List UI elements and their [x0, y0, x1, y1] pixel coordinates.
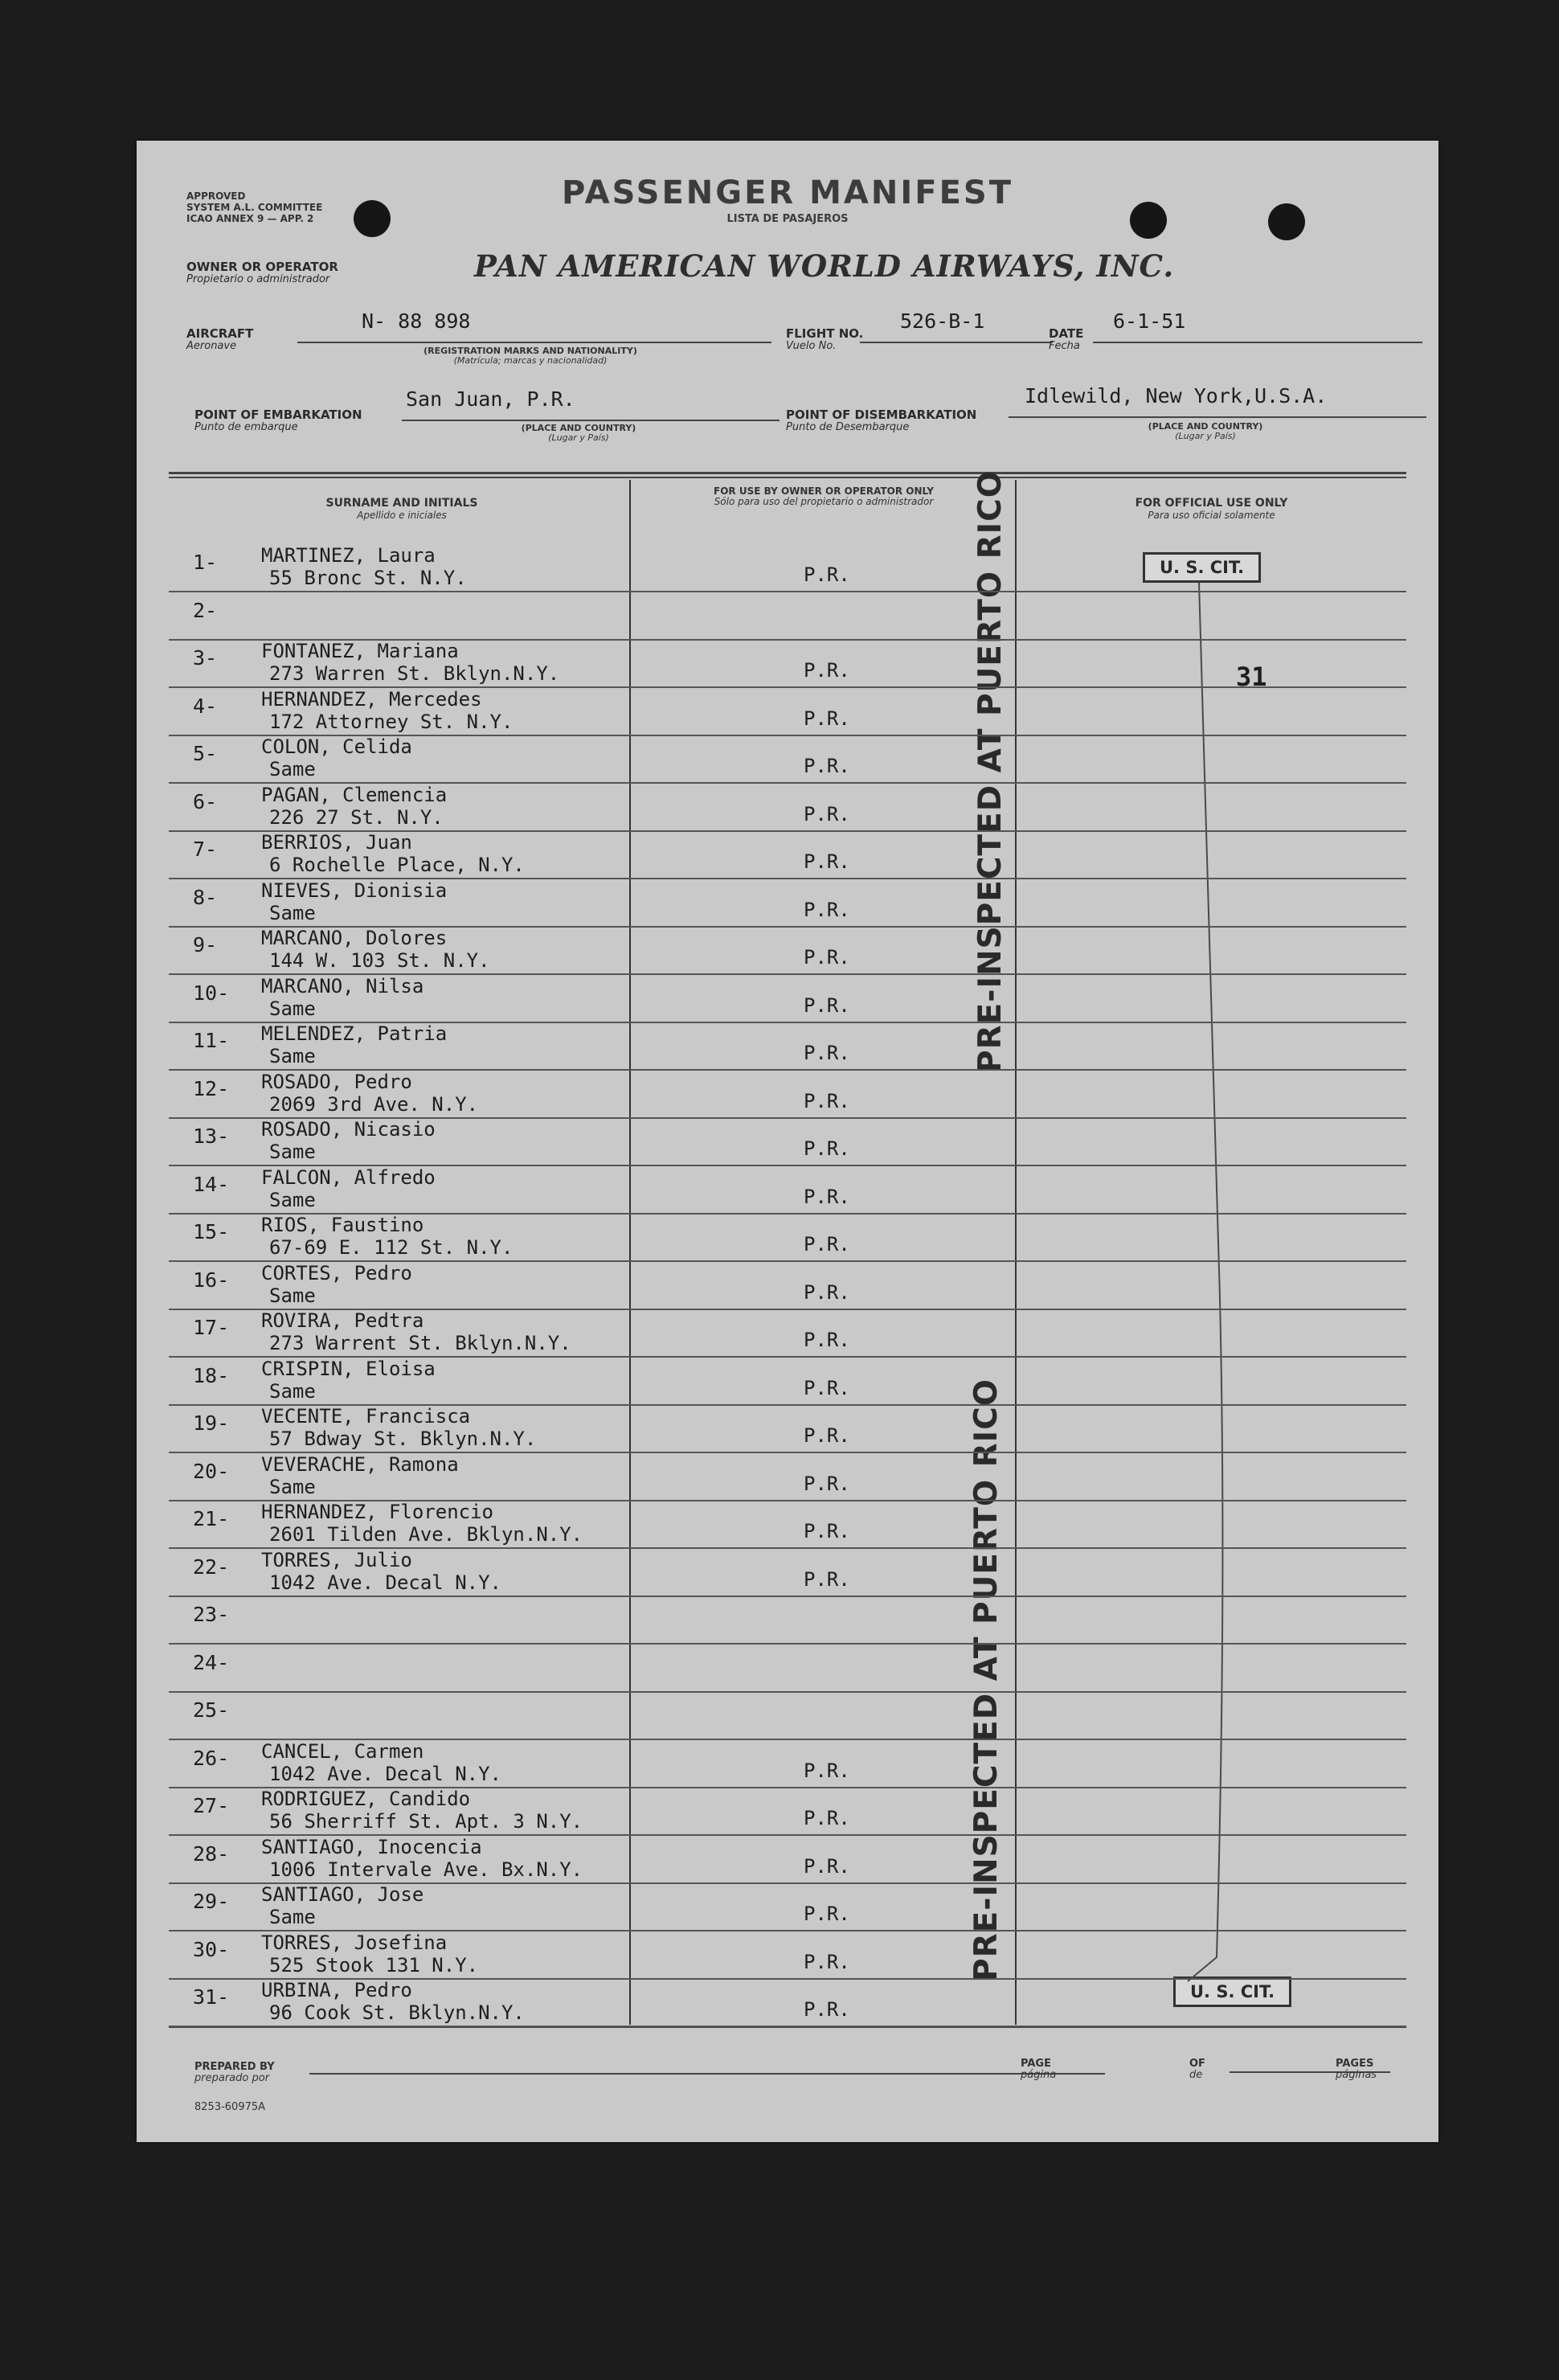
passenger-name: NIEVES, Dionisia: [261, 879, 448, 902]
passenger-address: Same: [269, 1284, 316, 1307]
owner-use-mark: P.R.: [804, 1903, 850, 1925]
passenger-address: Same: [269, 1475, 316, 1498]
row-number: 25-: [193, 1698, 230, 1722]
owner-use-mark: P.R.: [804, 1137, 850, 1160]
passenger-name: RIOS, Faustino: [261, 1214, 424, 1236]
owner-use-mark: P.R.: [804, 1329, 850, 1351]
owner-use-mark: P.R.: [804, 802, 850, 825]
row-number: 15-: [193, 1220, 230, 1243]
row-number: 7-: [193, 838, 218, 861]
passenger-row: [169, 686, 1406, 736]
passenger-row: [169, 1403, 1406, 1453]
passenger-row: [169, 1739, 1406, 1788]
form-title: PASSENGER MANIFEST: [562, 174, 1013, 211]
passenger-row: [169, 1069, 1406, 1119]
passenger-row: [169, 1499, 1406, 1549]
passenger-address: Same: [269, 1906, 316, 1928]
passenger-address: 172 Attorney St. N.Y.: [269, 710, 514, 733]
flight-line: [860, 342, 1053, 343]
row-number: 11-: [193, 1029, 230, 1052]
us-citizen-stamp: U. S. CIT.: [1143, 552, 1261, 583]
pages-label: PAGES páginas: [1336, 2058, 1377, 2081]
owner-use-mark: P.R.: [804, 1950, 850, 1973]
passenger-address: 1042 Ave. Decal N.Y.: [269, 1571, 501, 1594]
passenger-address: 273 Warren St. Bklyn.N.Y.: [269, 662, 560, 685]
passenger-row: [169, 1260, 1406, 1310]
page-label: PAGE página: [1021, 2058, 1057, 2081]
passenger-row: [169, 1308, 1406, 1358]
passenger-name: COLON, Celida: [261, 735, 412, 758]
date-label: DATE Fecha: [1049, 326, 1084, 352]
owner-use-mark: P.R.: [804, 1089, 850, 1112]
passenger-name: ROSADO, Pedro: [261, 1070, 412, 1093]
owner-use-mark: P.R.: [804, 1042, 850, 1064]
owner-use-mark: P.R.: [804, 1185, 850, 1208]
passenger-row: [169, 925, 1406, 975]
passenger-address: Same: [269, 758, 316, 780]
passenger-address: Same: [269, 997, 316, 1020]
prepared-by-line: [309, 2073, 1105, 2075]
passenger-name: ROSADO, Nicasio: [261, 1118, 436, 1141]
date-value: 6-1-51: [1113, 309, 1186, 333]
passenger-address: Same: [269, 1141, 316, 1163]
passenger-address: Same: [269, 1379, 316, 1403]
row-number: 2-: [193, 598, 218, 622]
owner-use-mark: P.R.: [804, 1567, 850, 1591]
passenger-name: TORRES, Josefina: [261, 1931, 448, 1954]
row-number: 23-: [193, 1603, 230, 1626]
passenger-address: 226 27 St. N.Y.: [269, 805, 444, 829]
owner-use-mark: P.R.: [804, 1280, 850, 1304]
passenger-row: [169, 1977, 1406, 2027]
passenger-name: RODRIGUEZ, Candido: [261, 1788, 471, 1810]
column-header-owner-use: FOR USE BY OWNER OR OPERATOR ONLY Sólo para uso del propietario o administrador: [714, 485, 934, 507]
owner-use-mark: P.R.: [804, 1376, 850, 1399]
passenger-row: [169, 1116, 1406, 1166]
passenger-address: Same: [269, 1045, 316, 1067]
owner-use-mark: P.R.: [804, 898, 850, 921]
row-number: 14-: [193, 1172, 230, 1196]
passenger-name: SANTIAGO, Inocencia: [261, 1835, 482, 1858]
passenger-row: [169, 1786, 1406, 1836]
embarkation-caption: (PLACE AND COUNTRY) (Lugar y País): [521, 423, 636, 443]
of-label: OF de: [1189, 2058, 1205, 2081]
owner-use-mark: P.R.: [804, 1424, 850, 1447]
passenger-name: MARCANO, Dolores: [261, 927, 448, 949]
passenger-name: HERNANDEZ, Florencio: [261, 1501, 493, 1523]
passenger-row: [169, 1452, 1406, 1501]
flight-value: 526-B-1: [900, 309, 985, 333]
passenger-count: 31: [1236, 662, 1267, 692]
passenger-address: 67-69 E. 112 St. N.Y.: [269, 1236, 514, 1259]
owner-use-mark: P.R.: [804, 993, 850, 1017]
embarkation-value: San Juan, P.R.: [406, 387, 575, 411]
passenger-address: Same: [269, 1188, 316, 1211]
owner-use-mark: P.R.: [804, 1854, 850, 1878]
owner-use-mark: P.R.: [804, 1520, 850, 1542]
owner-use-mark: P.R.: [804, 563, 850, 586]
row-number: 1-: [193, 551, 218, 574]
passenger-name: MARCANO, Nilsa: [261, 974, 424, 997]
row-number: 31-: [193, 1985, 230, 2009]
passenger-row: [169, 1643, 1406, 1693]
passenger-address: 525 Stook 131 N.Y.: [269, 1953, 479, 1977]
passenger-address: 6 Rochelle Place, N.Y.: [269, 854, 525, 876]
passenger-name: ROVIRA, Pedtra: [261, 1309, 424, 1332]
flight-label: FLIGHT NO. Vuelo No.: [786, 326, 864, 352]
passenger-row: [169, 1690, 1406, 1740]
row-number: 3-: [193, 646, 218, 670]
us-citizen-stamp: U. S. CIT.: [1173, 1977, 1291, 2007]
embarkation-line: [402, 420, 780, 421]
passenger-row: [169, 878, 1406, 928]
row-number: 10-: [193, 981, 230, 1005]
row-number: 8-: [193, 885, 218, 909]
passenger-name: URBINA, Pedro: [261, 1979, 412, 2001]
row-number: 29-: [193, 1890, 230, 1913]
passenger-address: 57 Bdway St. Bklyn.N.Y.: [269, 1428, 537, 1450]
passenger-name: MARTINEZ, Laura: [261, 544, 436, 567]
passenger-row: [169, 1930, 1406, 1980]
row-number: 13-: [193, 1124, 230, 1148]
approval-line: SYSTEM A.L. COMMITTEE: [186, 202, 323, 213]
passenger-row: [169, 1834, 1406, 1884]
manifest-sheet: [137, 141, 1438, 2142]
passenger-row: [169, 1021, 1406, 1071]
table-top-rule: [169, 477, 1406, 478]
passenger-row: [169, 973, 1406, 1023]
passenger-address: 144 W. 103 St. N.Y.: [269, 949, 490, 972]
airline-name: PAN AMERICAN WORLD AIRWAYS, INC.: [474, 248, 1175, 284]
passenger-name: FALCON, Alfredo: [261, 1165, 436, 1189]
passenger-address: 55 Bronc St. N.Y.: [269, 567, 467, 589]
owner-use-mark: P.R.: [804, 755, 850, 777]
passenger-row: [169, 830, 1406, 879]
passenger-row: [169, 1595, 1406, 1645]
aircraft-value: N- 88 898: [362, 309, 471, 333]
passenger-row: [169, 1547, 1406, 1597]
aircraft-label: AIRCRAFT Aeronave: [186, 326, 254, 352]
passenger-address: Same: [269, 901, 316, 924]
owner-label: OWNER OR OPERATOR Propietario o administrador: [186, 260, 338, 285]
owner-use-mark: P.R.: [804, 1998, 850, 2021]
row-number: 26-: [193, 1746, 230, 1770]
preinspected-stamp: PRE-INSPECTED AT PUERTO RICO: [972, 470, 1009, 1073]
owner-use-mark: P.R.: [804, 1759, 850, 1782]
passenger-address: 56 Sherriff St. Apt. 3 N.Y.: [269, 1810, 583, 1833]
column-header-official: FOR OFFICIAL USE ONLY Para uso oficial solamente: [1135, 497, 1288, 521]
owner-use-mark: P.R.: [804, 850, 850, 873]
aircraft-line: [297, 342, 771, 343]
row-number: 4-: [193, 694, 218, 718]
row-number: 19-: [193, 1411, 230, 1435]
date-line: [1093, 342, 1422, 343]
approval-line: APPROVED: [186, 190, 246, 202]
owner-use-mark: P.R.: [804, 1233, 850, 1256]
passenger-row: [169, 734, 1406, 784]
row-number: 20-: [193, 1459, 230, 1483]
passenger-name: BERRIOS, Juan: [261, 831, 412, 854]
owner-use-mark: P.R.: [804, 1472, 850, 1495]
embarkation-label: POINT OF EMBARKATION Punto de embarque: [194, 408, 362, 433]
prepared-by-label: PREPARED BY preparado por: [194, 2061, 275, 2084]
passenger-address: 273 Warrent St. Bklyn.N.Y.: [269, 1332, 571, 1354]
disembarkation-line: [1009, 416, 1426, 418]
passenger-name: CANCEL, Carmen: [261, 1739, 424, 1763]
passenger-row: [169, 543, 1406, 592]
disembarkation-label: POINT OF DISEMBARKATION Punto de Desembarque: [786, 408, 977, 433]
passenger-row: [169, 782, 1406, 832]
aircraft-caption: (REGISTRATION MARKS AND NATIONALITY) (Matrícula; marcas y nacionalidad): [424, 346, 637, 366]
form-number: 8253-60975A: [194, 2101, 266, 2113]
row-number: 12-: [193, 1076, 230, 1100]
passenger-name: FONTANEZ, Mariana: [261, 640, 459, 662]
column-header-surname: SURNAME AND INITIALS Apellido e iniciales: [325, 497, 478, 521]
passenger-name: VECENTE, Francisca: [261, 1405, 471, 1428]
passenger-row: [169, 1165, 1406, 1215]
row-number: 24-: [193, 1650, 230, 1674]
row-number: 28-: [193, 1841, 230, 1866]
passenger-row: [169, 638, 1406, 688]
owner-use-mark: P.R.: [804, 946, 850, 969]
owner-use-mark: P.R.: [804, 1807, 850, 1829]
passenger-name: VEVERACHE, Ramona: [261, 1452, 459, 1476]
row-number: 5-: [193, 742, 218, 765]
preinspected-stamp: PRE-INSPECTED AT PUERTO RICO: [968, 1378, 1005, 1981]
row-number: 16-: [193, 1268, 230, 1292]
passenger-address: 2069 3rd Ave. N.Y.: [269, 1092, 479, 1116]
passenger-name: PAGAN, Clemencia: [261, 783, 448, 806]
passenger-name: TORRES, Julio: [261, 1548, 412, 1571]
row-number: 17-: [193, 1316, 230, 1339]
form-title-es: LISTA DE PASAJEROS: [726, 213, 849, 225]
row-number: 18-: [193, 1363, 230, 1387]
row-number: 27-: [193, 1794, 230, 1817]
row-number: 21-: [193, 1507, 230, 1530]
owner-use-mark: P.R.: [804, 659, 850, 682]
passenger-name: HERNANDEZ, Mercedes: [261, 687, 482, 711]
passenger-row: [169, 1882, 1406, 1931]
passenger-address: 1042 Ave. Decal N.Y.: [269, 1762, 501, 1785]
passenger-row: [169, 591, 1406, 641]
table-top-rule: [169, 472, 1406, 474]
passenger-address: 96 Cook St. Bklyn.N.Y.: [269, 2001, 525, 2024]
row-number: 9-: [193, 933, 218, 957]
passenger-name: MELENDEZ, Patria: [261, 1022, 448, 1045]
owner-use-mark: P.R.: [804, 707, 850, 730]
passenger-name: CRISPIN, Eloisa: [261, 1357, 436, 1380]
disembarkation-caption: (PLACE AND COUNTRY) (Lugar y País): [1148, 421, 1263, 441]
passenger-row: [169, 1356, 1406, 1406]
approval-line: ICAO ANNEX 9 — APP. 2: [186, 213, 314, 224]
passenger-row: [169, 1212, 1406, 1262]
row-number: 6-: [193, 789, 218, 813]
passenger-address: 2601 Tilden Ave. Bklyn.N.Y.: [269, 1523, 583, 1546]
passenger-name: CORTES, Pedro: [261, 1261, 412, 1284]
passenger-name: SANTIAGO, Jose: [261, 1883, 424, 1906]
disembarkation-value: Idlewild, New York,U.S.A.: [1025, 384, 1328, 408]
row-number: 22-: [193, 1555, 230, 1579]
passenger-address: 1006 Intervale Ave. Bx.N.Y.: [269, 1858, 583, 1881]
row-number: 30-: [193, 1937, 230, 1961]
